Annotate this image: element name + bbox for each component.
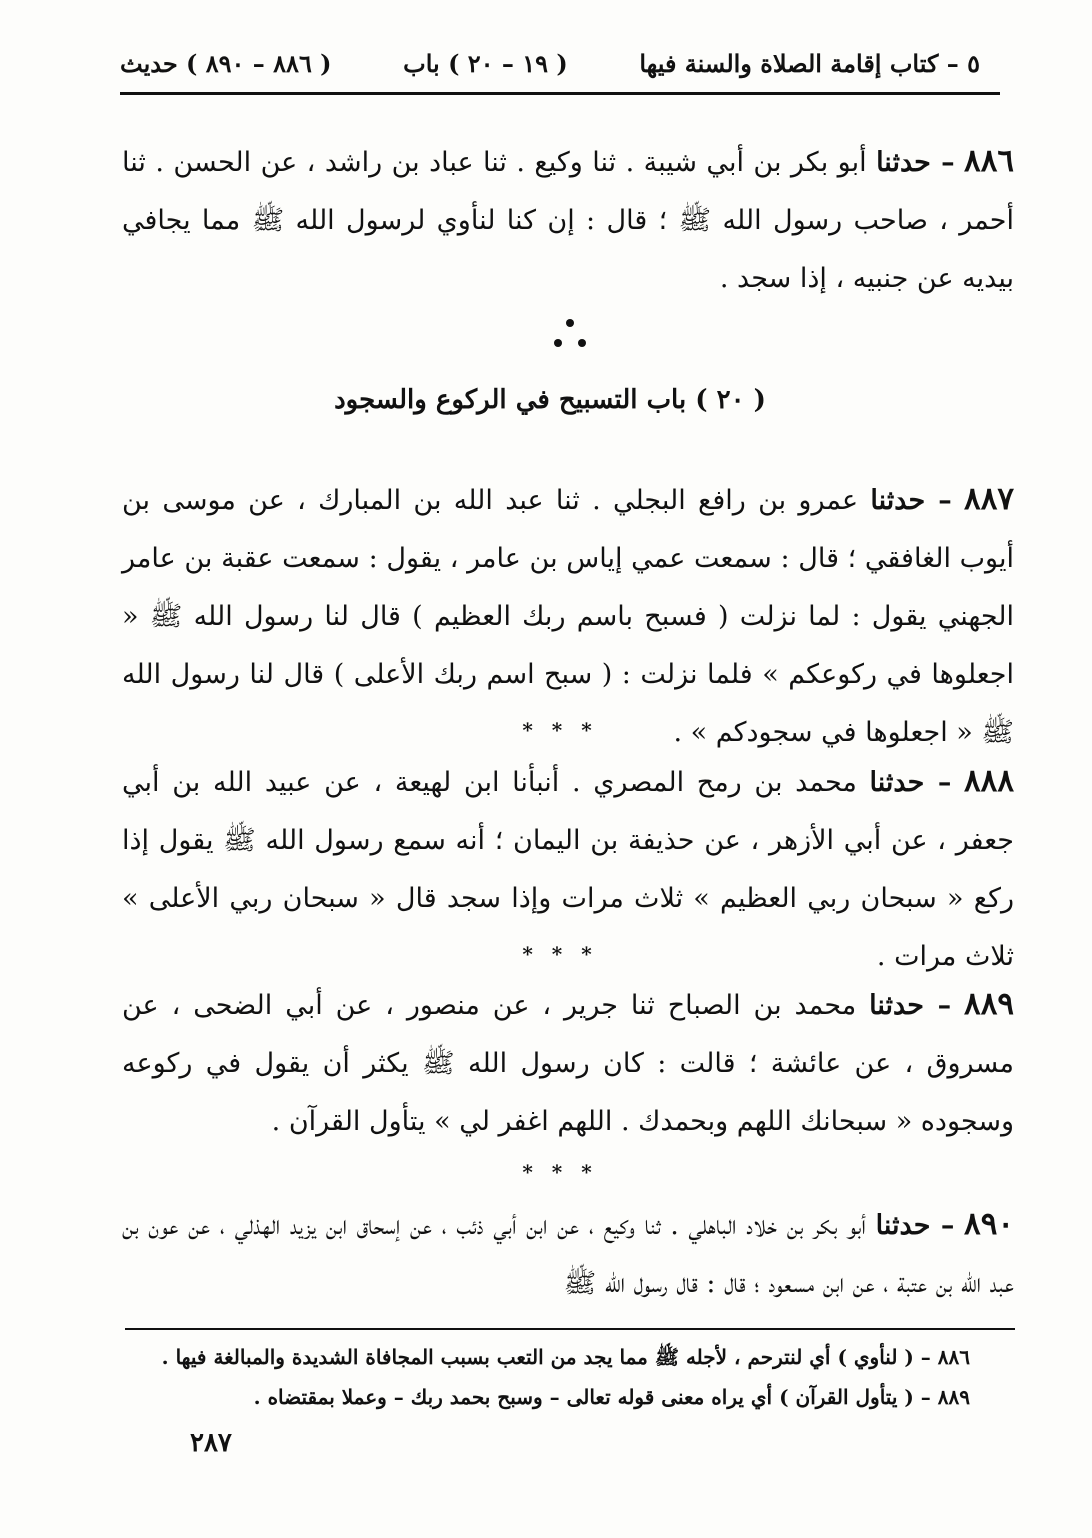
separator-asterisks: * * *	[522, 942, 598, 966]
hadith-number: ٨٨٦	[964, 143, 1014, 179]
header-hadith-range: ( ٨٨٦ – ٨٩٠ ) حديث	[120, 48, 332, 78]
hadith-text: أبو بكر بن أبي شيبة . ثنا وكيع . ثنا عباد بن راشد ، عن الحسن . ثنا أحمر ، صاحب رسول الله ﷺ ؛ قال : إن كنا لنأوي لرسول الله ﷺ مما يجافي بيديه عن جنبيه ، إذا سجد .	[122, 147, 1014, 294]
header-book-title: ٥ – كتاب إقامة الصلاة والسنة فيها	[639, 48, 980, 78]
page-number: ٢٨٧	[190, 1428, 232, 1458]
separator-asterisks: * * *	[522, 718, 598, 742]
hadith-text: محمد بن الصباح ثنا جرير ، عن منصور ، عن أبي الضحى ، عن مسروق ، عن عائشة ؛ قالت : كان رسول الله ﷺ يكثر أن يقول في ركوعه وسجوده « سبحانك اللهم وبحمدك . اللهم اغفر لي » يتأول القرآن .	[122, 990, 1014, 1137]
hadith-886	[122, 132, 1014, 308]
hadith-890	[122, 1195, 1014, 1313]
hadith-text: أبو بكر بن خلاد الباهلي . ثنا وكيع ، عن ابن أبي ذئب ، عن إسحاق ابن يزيد الهذلي ، عن عون بن عبد الله بن عتبة ، عن ابن مسعود ؛ قال : قال رسول الله ﷺ	[122, 1210, 1014, 1299]
hadith-narration-marker: – حدثنا	[870, 485, 952, 516]
hadith-889	[122, 975, 1014, 1151]
hadith-text: محمد بن رمح المصري . أنبأنا ابن لهيعة ، عن عبيد الله بن أبي جعفر ، عن أبي الأزهر ، عن حذيفة بن اليمان ؛ أنه سمع رسول الله ﷺ يقول إذا ركع « سبحان ربي العظيم » ثلاث مرات وإذا سجد قال « سبحان ربي الأعلى » ثلاث مرات .	[122, 767, 1014, 972]
section-divider-dots	[540, 315, 600, 355]
hadith-number: ٨٨٨	[964, 763, 1014, 799]
running-header	[120, 38, 980, 88]
hadith-narration-marker: – حدثنا	[876, 147, 955, 178]
header-rule	[120, 92, 1000, 95]
hadith-narration-marker: – حدثنا	[875, 1210, 955, 1241]
header-bab: ( ١٩ – ٢٠ ) باب	[403, 48, 568, 78]
footnote-889: ٨٨٩ – ( يتأول القرآن ) أي يراه معنى قوله تعالى – وسبح بحمد ربك – وعملا بمقتضاه .	[253, 1385, 970, 1409]
separator-asterisks: * * *	[522, 1160, 598, 1184]
footnote-rule	[125, 1328, 1015, 1330]
footnote-886: ٨٨٦ – ( لنأوي ) أي لنترحم ، لأجله ﷺ مما يجد من التعب بسبب المجافاة الشديدة والمبالغة فيها .	[161, 1345, 970, 1369]
hadith-narration-marker: – حدثنا	[869, 767, 952, 798]
chapter-title: ( ٢٠ ) باب التسبيح في الركوع والسجود	[334, 385, 766, 415]
hadith-number: ٨٨٩	[964, 986, 1014, 1022]
hadith-narration-marker: – حدثنا	[869, 990, 952, 1021]
hadith-text: عمرو بن رافع البجلي . ثنا عبد الله بن المبارك ، عن موسى بن أيوب الغافقي ؛ قال : سمعت عمي إياس بن عامر ، يقول : سمعت عقبة بن عامر الجهني يقول : لما نزلت ( فسبح باسم ربك العظيم ) قال لنا رسول الله ﷺ « اجعلوها في ركوعكم » فلما نزلت : ( سبح اسم ربك الأعلى ) قال لنا رسول الله ﷺ « اجعلوها في سجودكم » .	[122, 485, 1014, 748]
hadith-number: ٨٨٧	[964, 481, 1014, 517]
hadith-number: ٨٩٠	[964, 1206, 1014, 1242]
